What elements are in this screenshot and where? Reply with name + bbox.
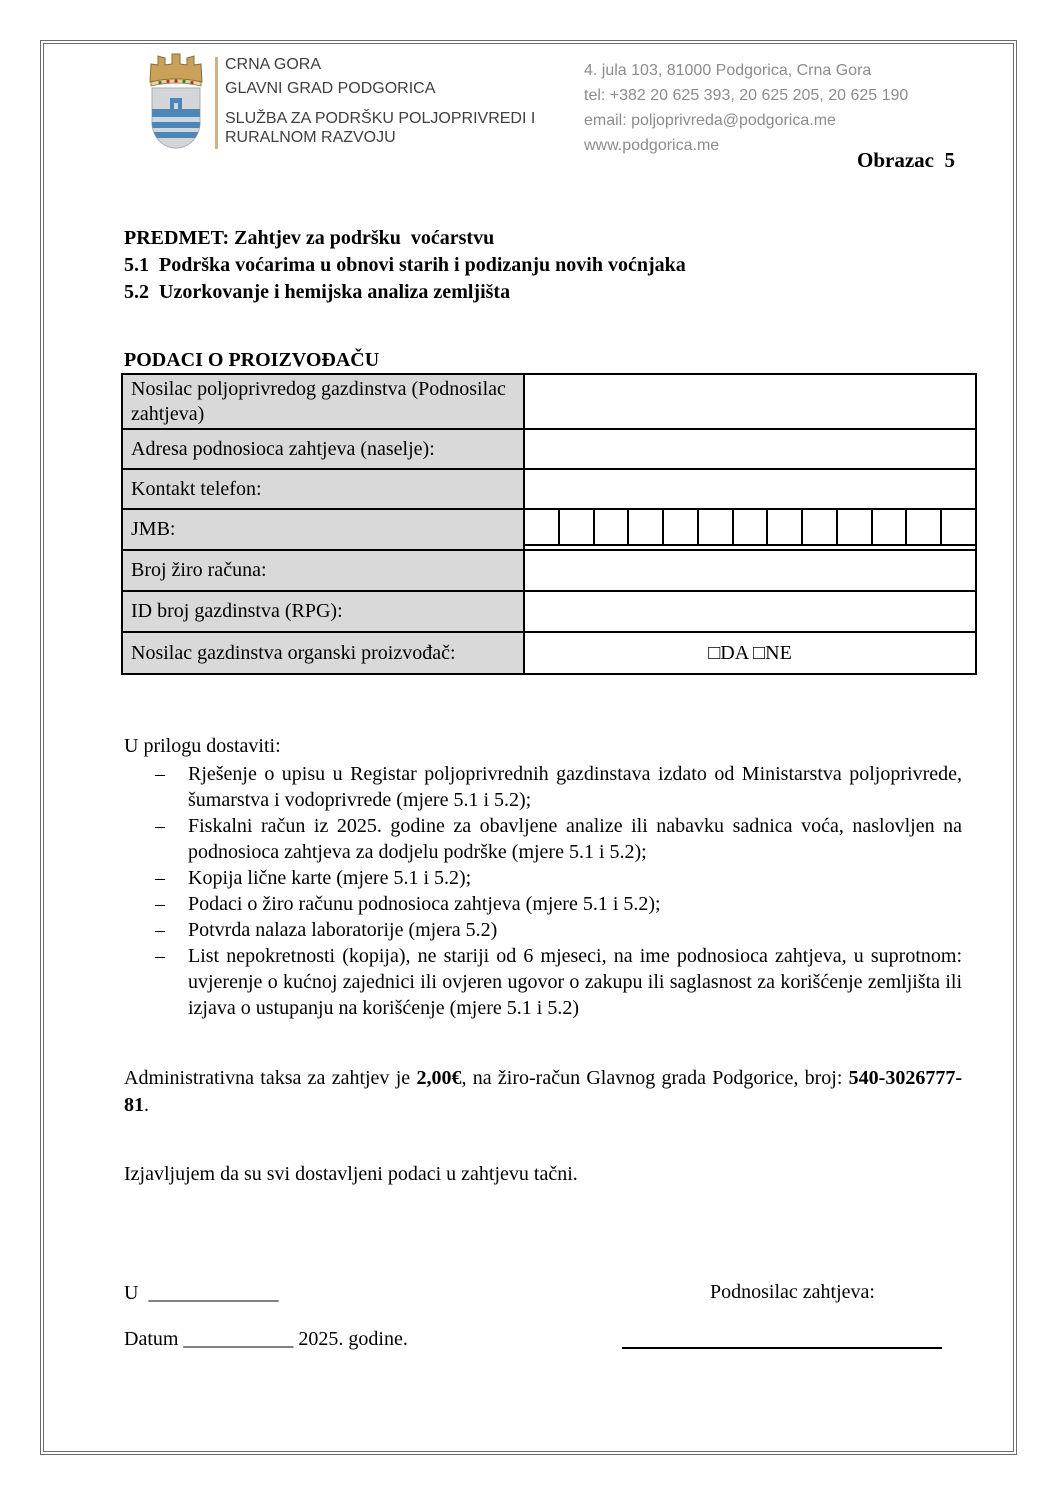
list-item <box>124 761 962 813</box>
jmb-digit-box <box>699 510 734 546</box>
declaration-statement: Izjavljujem da su svi dostavljeni podaci u zahtjevu tačni. <box>124 1163 578 1185</box>
field-label-rpg: ID broj gazdinstva (RPG): <box>123 592 525 631</box>
contact-block <box>584 58 908 158</box>
subject-measure-2: 5.2 Uzorkovanje i hemijska analiza zemljišta <box>124 281 511 303</box>
fee-account-number: 540-3026777-81 <box>124 1067 962 1116</box>
table-row <box>123 470 975 510</box>
list-dash-marker: – <box>155 763 165 785</box>
form-number-label: Obrazac 5 <box>857 148 955 172</box>
contact-address: 4. jula 103, 81000 Podgorica, Crna Gora <box>584 62 872 79</box>
org-department: SLUŽBA ZA PODRŠKU POLJOPRIVREDI I RURALNOM RAZVOJU <box>225 110 536 146</box>
list-item-text: Potvrda nalaza laboratorije (mjera 5.2) <box>188 919 498 941</box>
jmb-digit-box <box>768 510 803 546</box>
contact-phone: tel: +382 20 625 393, 20 625 205, 20 625 190 <box>584 87 909 104</box>
list-dash-marker: – <box>155 867 165 889</box>
field-value-rpg <box>525 592 975 631</box>
field-label-address: Adresa podnosioca zahtjeva (naselje): <box>123 430 525 468</box>
jmb-digit-box <box>838 510 873 546</box>
field-value-account <box>525 551 975 590</box>
list-item <box>124 943 962 1021</box>
list-item <box>124 813 962 865</box>
signature-line <box>622 1347 942 1349</box>
contact-email: email: poljoprivreda@podgorica.me <box>584 112 836 129</box>
table-row <box>123 551 975 592</box>
fee-amount: 2,00€ <box>416 1067 462 1089</box>
field-value-address <box>525 430 975 468</box>
list-item-text: Podaci o žiro računu podnosioca zahtjeva (mjere 5.1 i 5.2); <box>188 893 661 915</box>
jmb-digit-box <box>907 510 942 546</box>
jmb-digit-box <box>525 510 560 546</box>
jmb-digit-box <box>873 510 908 546</box>
list-item <box>124 865 962 891</box>
subject-title: PREDMET: Zahtjev za podršku voćarstvu <box>124 227 495 249</box>
attachments-list <box>124 761 962 1021</box>
subject-measure-1: 5.1 Podrška voćarima u obnovi starih i podizanju novih voćnjaka <box>124 254 686 276</box>
page-border-frame <box>40 40 1017 1455</box>
table-row <box>123 510 975 551</box>
field-label-holder: Nosilac poljoprivredog gazdinstva (Podnosilac zahtjeva) <box>123 375 525 428</box>
jmb-digit-box <box>803 510 838 546</box>
field-value-holder <box>525 375 975 428</box>
crown-shape <box>150 54 202 82</box>
table-row <box>123 592 975 633</box>
list-item-text: Kopija lične karte (mjere 5.1 i 5.2); <box>188 867 472 889</box>
list-dash-marker: – <box>155 945 165 967</box>
list-item-text: Fiskalni račun iz 2025. godine za obavljene analize ili nabavku sadnica voća, naslovljen na podnosioca zahtjeva za dodjelu podrške (mjere 5.1 i 5.2); <box>188 815 962 863</box>
field-label-account: Broj žiro računa: <box>123 551 525 590</box>
fee-text: . <box>144 1094 149 1116</box>
contact-website: www.podgorica.me <box>584 137 720 154</box>
place-fill-line: U _____________ <box>124 1282 279 1304</box>
field-value-phone <box>525 470 975 508</box>
jmb-digit-box <box>734 510 769 546</box>
list-dash-marker: – <box>155 919 165 941</box>
jmb-digit-boxes <box>525 510 975 546</box>
field-value-jmb <box>525 510 975 549</box>
list-dash-marker: – <box>155 815 165 837</box>
table-row <box>123 633 975 673</box>
list-item <box>124 891 962 917</box>
field-label-jmb: JMB: <box>123 510 525 549</box>
jmb-digit-box <box>664 510 699 546</box>
administrative-fee-paragraph <box>124 1065 962 1119</box>
fee-text: , na žiro-račun Glavnog grada Podgorice, broj: <box>461 1067 849 1089</box>
producer-table <box>121 373 977 675</box>
org-country: CRNA GORA <box>225 56 322 73</box>
list-item-text: Rješenje o upisu u Registar poljoprivrednih gazdinstava izdato od Ministarstva poljoprivrede, šumarstva i vodoprivrede (mjere 5.1 i 5.2); <box>188 763 962 811</box>
producer-table-title: PODACI O PROIZVOĐAČU <box>124 349 380 371</box>
organic-yes-no-checkboxes: □DA □NE <box>525 633 975 673</box>
field-label-organic: Nosilac gazdinstva organski proizvođač: <box>123 633 525 673</box>
list-dash-marker: – <box>155 893 165 915</box>
list-item-text: List nepokretnosti (kopija), ne stariji od 6 mjeseci, na ime podnosioca zahtjeva, u suprotnom: uvjerenje o kućnoj zajednici ili ovjeren ugovor o zakupu ili saglasnost za korišćenje zemljišta ili izjava o ustupanju na korišćenje (mjere 5.1 i 5.2) <box>188 945 962 1019</box>
fee-text: Administrativna taksa za zahtjev je <box>124 1067 417 1089</box>
jmb-digit-box <box>595 510 630 546</box>
applicant-label: Podnosilac zahtjeva: <box>710 1281 875 1303</box>
jmb-digit-box <box>629 510 664 546</box>
org-city: GLAVNI GRAD PODGORICA <box>225 80 436 97</box>
field-label-phone: Kontakt telefon: <box>123 470 525 508</box>
jmb-digit-box <box>942 510 975 546</box>
header-divider-line <box>215 57 218 149</box>
date-fill-line: Datum ___________ 2025. godine. <box>124 1328 408 1350</box>
table-row <box>123 430 975 470</box>
jmb-digit-box <box>560 510 595 546</box>
subject-block <box>124 225 686 306</box>
list-item <box>124 917 962 943</box>
table-row <box>123 375 975 430</box>
attachments-intro: U prilogu dostaviti: <box>124 735 281 757</box>
podgorica-coat-of-arms-logo <box>147 52 205 150</box>
shield-shape <box>152 88 200 148</box>
organization-block <box>225 56 575 147</box>
